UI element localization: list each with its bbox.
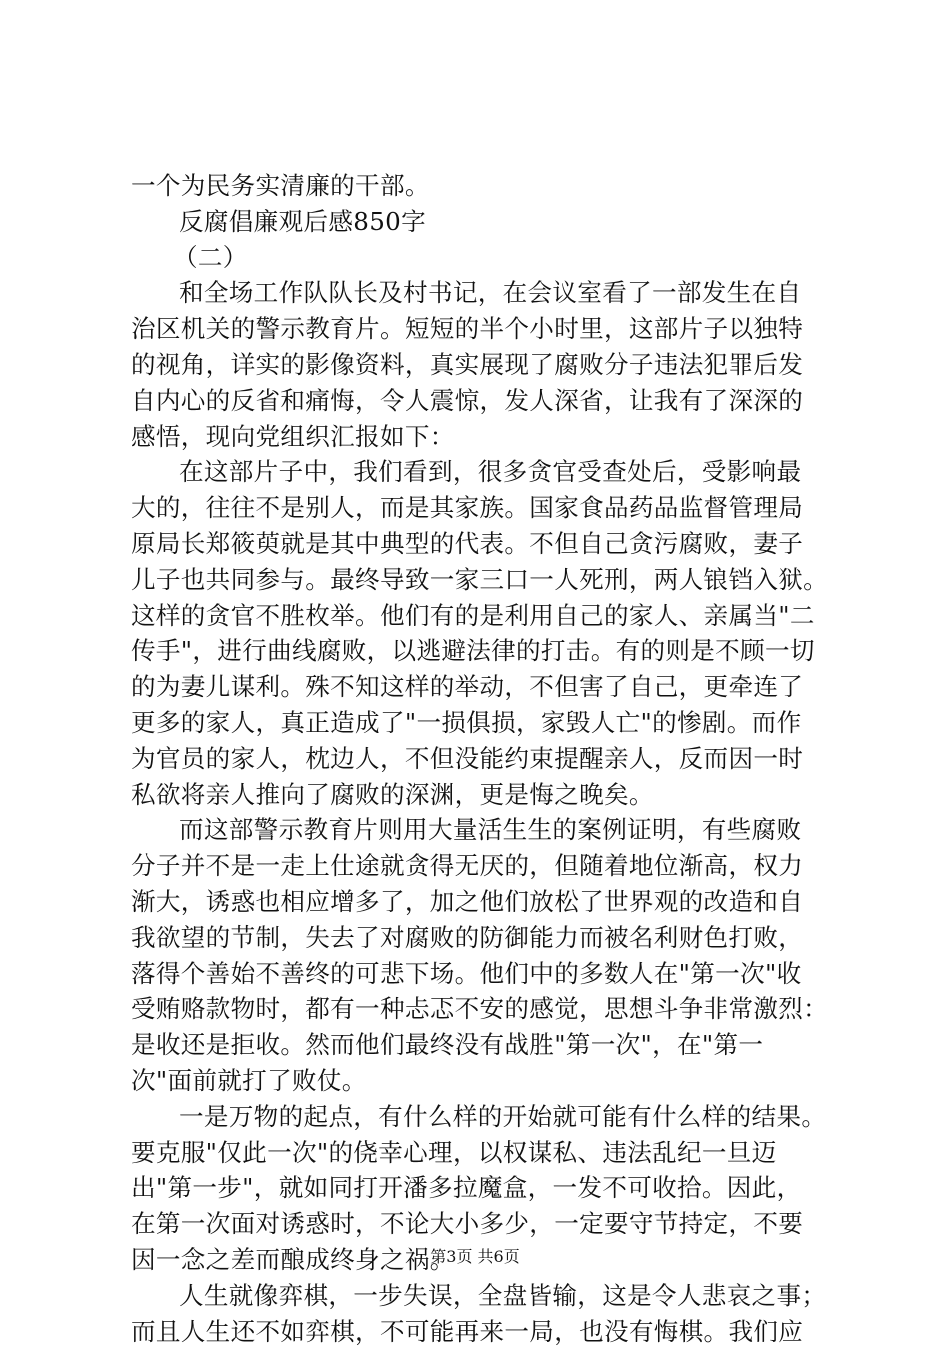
text-line: 而这部警示教育片则用大量活生生的案例证明，有些腐败 [131,812,831,848]
text-line: 受贿赂款物时，都有一种忐忑不安的感觉，思想斗争非常激烈： [131,991,831,1027]
text-line: 的为妻儿谋利。殊不知这样的举动，不但害了自己，更牵连了 [131,669,831,705]
text-line: 为官员的家人，枕边人，不但没能约束提醒亲人，反而因一时 [131,741,831,777]
text-line: 而且人生还不如弈棋，不可能再来一局，也没有悔棋。我们应 [131,1314,831,1349]
text-line: 大的，往往不是别人，而是其家族。国家食品药品监督管理局 [131,490,831,526]
text-line: 这样的贪官不胜枚举。他们有的是利用自己的家人、亲属当"二 [131,598,831,634]
section-number: （二） [131,240,831,276]
text-line: 治区机关的警示教育片。短短的半个小时里，这部片子以独特 [131,311,831,347]
document-body [131,168,831,1349]
page-number-footer: 第3页 共6页 [0,1247,950,1267]
text-line: 要克服"仅此一次"的侥幸心理，以权谋私、违法乱纪一旦迈 [131,1135,831,1171]
text-line: 是收还是拒收。然而他们最终没有战胜"第一次"，在"第一 [131,1027,831,1063]
text-line: 和全场工作队队长及村书记，在会议室看了一部发生在自 [131,275,831,311]
text-line: 我欲望的节制，失去了对腐败的防御能力而被名利财色打败， [131,920,831,956]
text-line: 传手"，进行曲线腐败，以逃避法律的打击。有的则是不顾一切 [131,633,831,669]
text-line: 感悟，现向党组织汇报如下： [131,419,831,455]
text-line: 在第一次面对诱惑时，不论大小多少，一定要守节持定，不要 [131,1206,831,1242]
text-line: 渐大，诱惑也相应增多了，加之他们放松了世界观的改造和自 [131,884,831,920]
section-title: 反腐倡廉观后感850字 [131,204,831,240]
text-line: 的视角，详实的影像资料，真实展现了腐败分子违法犯罪后发 [131,347,831,383]
text-line: 儿子也共同参与。最终导致一家三口一人死刑，两人锒铛入狱。 [131,562,831,598]
text-line: 出"第一步"，就如同打开潘多拉魔盒，一发不可收拾。因此， [131,1170,831,1206]
text-line: 原局长郑筱萸就是其中典型的代表。不但自己贪污腐败，妻子 [131,526,831,562]
text-line: 在这部片子中，我们看到，很多贪官受查处后，受影响最 [131,454,831,490]
text-line: 私欲将亲人推向了腐败的深渊，更是悔之晚矣。 [131,777,831,813]
text-line: 人生就像弈棋，一步失误，全盘皆输，这是令人悲哀之事； [131,1278,831,1314]
text-line: 一个为民务实清廉的干部。 [131,168,831,204]
text-line: 自内心的反省和痛悔，令人震惊，发人深省，让我有了深深的 [131,383,831,419]
text-line: 落得个善始不善终的可悲下场。他们中的多数人在"第一次"收 [131,956,831,992]
text-line: 因一念之差而酿成终身之祸。 [131,1242,831,1278]
text-line: 分子并不是一走上仕途就贪得无厌的，但随着地位渐高，权力 [131,848,831,884]
text-line: 次"面前就打了败仗。 [131,1063,831,1099]
text-line: 一是万物的起点，有什么样的开始就可能有什么样的结果。 [131,1099,831,1135]
text-line: 更多的家人，真正造成了"一损俱损，家毁人亡"的惨剧。而作 [131,705,831,741]
